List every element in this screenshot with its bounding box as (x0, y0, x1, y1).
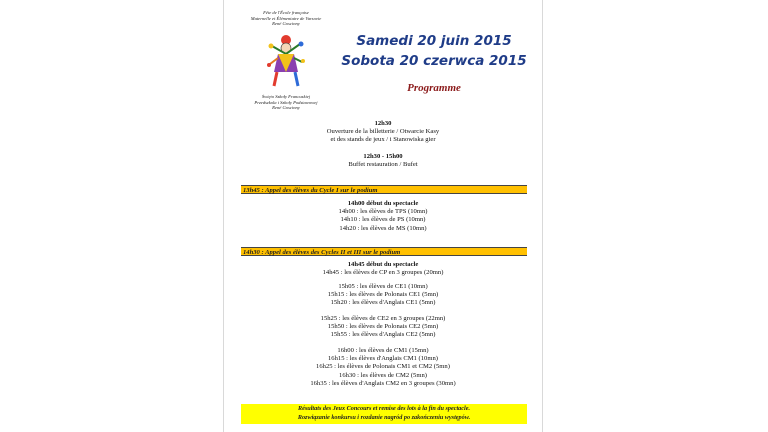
logo-text-french: Fête de l'École française Maternelle et Élémentaire de Varsovie René Goscinny (250, 10, 322, 27)
date-polish: Sobota 20 czerwca 2015 (341, 53, 527, 69)
list-item: 15h55 : les élèves d'Anglais CE2 (5mn) (330, 331, 436, 339)
list-item: 16h30 : les élèves de CM2 (5mn) (339, 371, 427, 379)
date-french: Samedi 20 juin 2015 (356, 33, 512, 49)
list-item: 15h05 : les élèves de CE1 (10mn) (338, 283, 428, 290)
cycle1-section (224, 200, 542, 233)
cycle1-heading: 14h00 début du spectacle (347, 200, 419, 207)
cycle23-band: 14h30 : Appel des élèves des Cycles II et III sur le podium (241, 247, 527, 256)
list-item: 16h35 : les élèves d'Anglais CM2 en 3 groupes (30mn) (310, 379, 456, 387)
cycle23-heading: 14h45 début du spectacle (347, 261, 419, 268)
cycle23-section (224, 261, 542, 277)
footer-line-french: Résultats des Jeux Concours et remise des lots à la fin du spectacle. (297, 405, 471, 412)
list-item: 15h15 : les élèves de Polonais CE1 (5mn) (327, 291, 439, 299)
opening-line: Ouverture de la billetterie / Otwarcie Kasy (326, 128, 440, 136)
list-item: 14h00 : les élèves de TPS (10mn) (338, 208, 428, 216)
list-item: 16h25 : les élèves de Polonais CM1 et CM2 (5mn) (316, 363, 450, 371)
list-item: 14h10 : les élèves de PS (10mn) (340, 216, 426, 224)
school-logo (246, 10, 326, 128)
list-item: 15h25 : les élèves de CE2 en 3 groupes (22mn) (320, 315, 446, 322)
list-item: 16h15 : les élèves d'Anglais CM1 (10mn) (328, 355, 438, 363)
document-page (223, 0, 543, 432)
list-item: 14h45 : les élèves de CP en 3 groupes (20mn) (322, 269, 444, 277)
cycle1-band: 13h45 : Appel des élèves du Cycle I sur le podium (241, 185, 527, 194)
list-item: 14h20 : les élèves de MS (10mn) (339, 224, 427, 232)
list-item: 15h50 : les élèves de Polonais CE2 (5mn) (327, 323, 439, 331)
list-item: 15h20 : les élèves d'Anglais CE1 (5mn) (330, 299, 436, 307)
jester-figure-icon (264, 34, 308, 90)
buffet-section (224, 153, 542, 169)
ce2-group (224, 315, 542, 340)
list-item: 16h00 : les élèves de CM1 (15mn) (337, 347, 429, 354)
ce1-group (224, 283, 542, 308)
footer-line-polish: Rozwiązanie konkursu i rozdanie nagród po zakończeniu występów. (297, 413, 471, 421)
programme-title: Programme (407, 82, 461, 94)
opening-time: 12h30 (374, 120, 392, 127)
opening-section (224, 120, 542, 145)
logo-text-polish: Święto Szkoły Francuskiej Przedszkola i Szkoły Podstawowej René Goscinny (254, 94, 318, 111)
results-footer (241, 404, 527, 424)
cm-group (224, 347, 542, 388)
buffet-time: 12h30 - 15h00 (363, 153, 403, 160)
buffet-line: Buffet restauration / Bufet (348, 161, 418, 169)
opening-line: et des stands de jeux / i Stanowiska gier (330, 136, 436, 144)
